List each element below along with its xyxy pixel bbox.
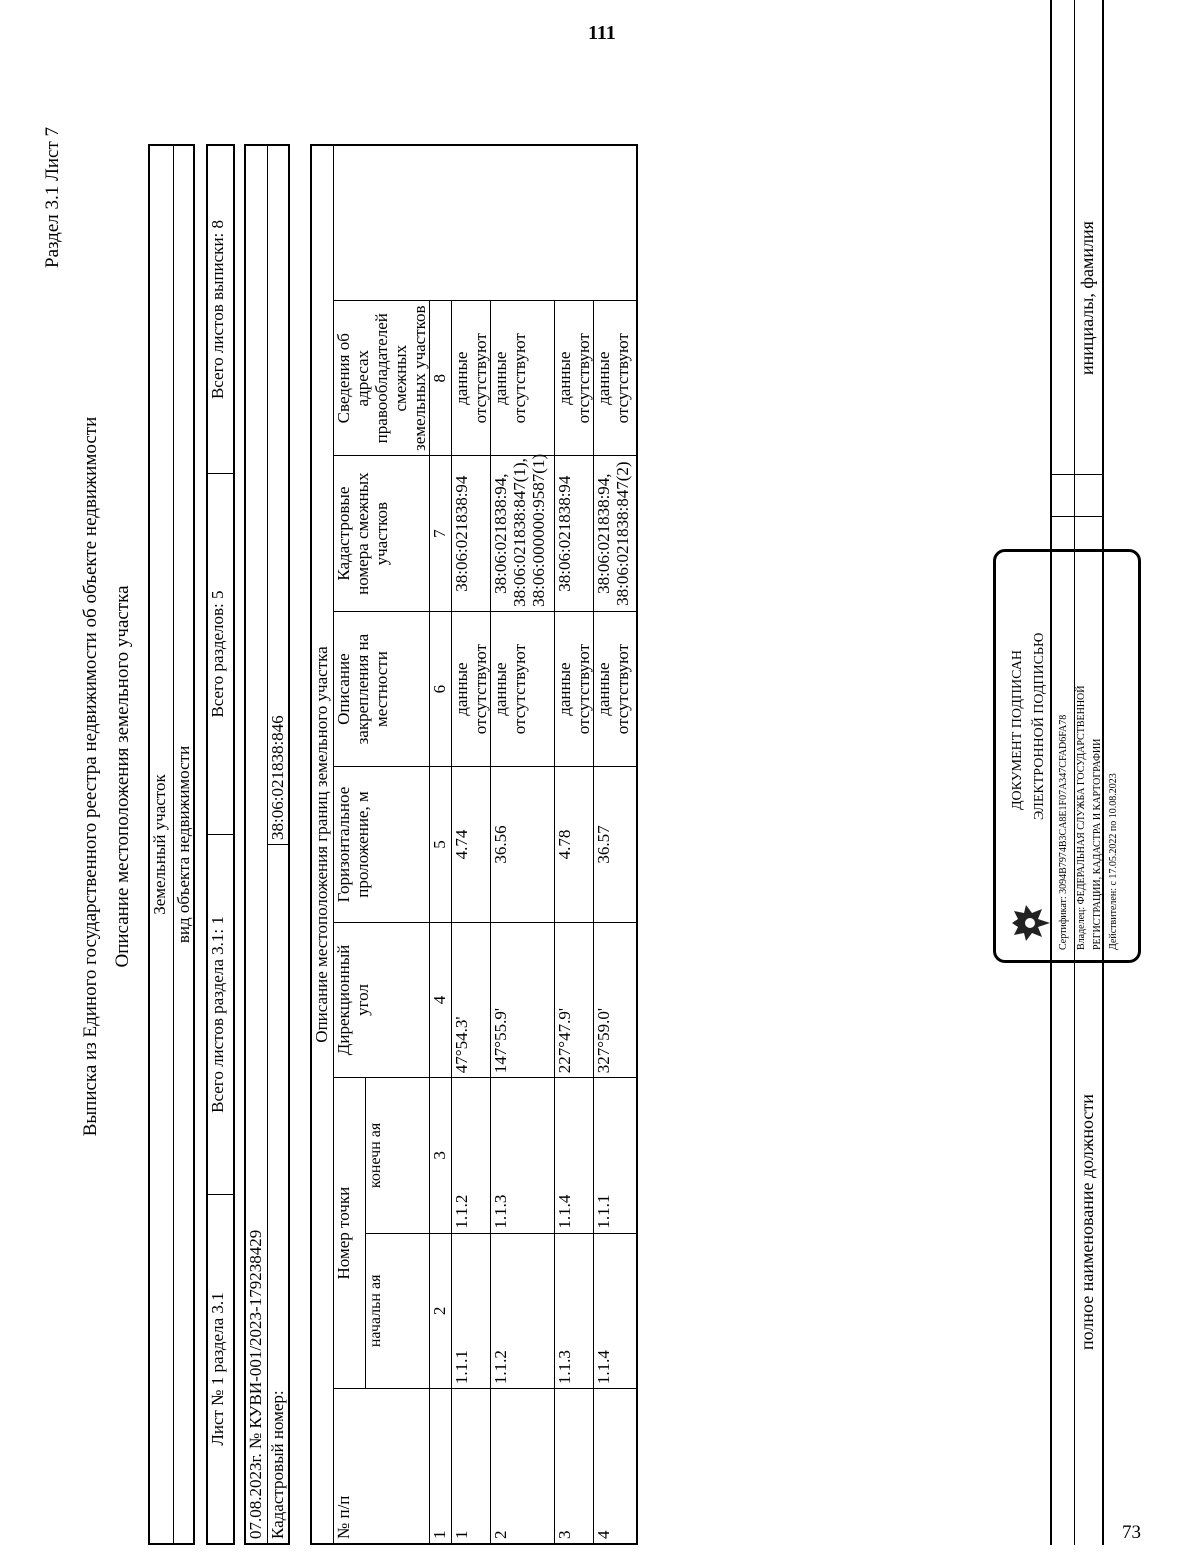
row-fixing: данные отсутствуют [490,611,554,766]
row-fixing: данные отсутствуют [554,611,593,766]
row-angle: 227°47.9' [554,922,593,1077]
total-sections: Всего разделов: 5 [207,474,234,835]
header-num: № п/п [333,1389,429,1544]
row-adjacent: 38:06:021838:94 [451,456,490,611]
adjacent-line: 38:06:021838:847(2) [612,461,632,606]
row-angle: 327°59.0' [593,922,637,1077]
stamp-owner-2: РЕГИСТРАЦИИ, КАДАСТРА И КАРТОГРАФИИ [1092,738,1103,950]
colnum-8: 8 [429,301,451,456]
sheet-label: Лист № 1 раздела 3.1 [207,1195,234,1545]
date-and-number: 07.08.2023г. № КУВИ-001/2023-179238429 [245,145,267,1544]
row-adjacent: 38:06:021838:94 [554,456,593,611]
cadastral-label: Кадастровый номер: [267,845,289,1545]
header-point-number: Номер точки [333,1078,366,1389]
colnum-4: 4 [429,922,451,1077]
row-fixing: данные отсутствуют [451,611,490,766]
header-direction: Дирекционный угол [333,922,429,1077]
row-num: 2 [490,1389,554,1544]
header-fixing: Описание закрепления на местности [333,611,429,766]
row-start: 1.1.4 [593,1233,637,1388]
row-length: 36.57 [593,767,637,922]
row-owners: данные отсутствуют [554,301,593,456]
object-type-caption: вид объекта недвижимости [173,145,194,1544]
row-adjacent [490,453,554,611]
document-subtitle: Описание местоположения земельного участка [112,585,133,968]
row-angle: 147°55.9' [490,922,554,1077]
row-fixing: данные отсутствуют [593,611,637,766]
row-owners: данные отсутствуют [490,301,554,456]
colnum-3: 3 [429,1078,451,1233]
adjacent-line: 38:06:021838:94, [593,473,613,594]
eagle-emblem-icon [1008,901,1054,945]
electronic-signature-stamp [993,549,1141,963]
adjacent-line: 38:06:000000:9587(1) [528,453,548,607]
stamp-line1: ДОКУМЕНТ ПОДПИСАН [1010,650,1025,810]
colnum-2: 2 [429,1233,451,1388]
colnum-6: 6 [429,611,451,766]
object-type-table [148,144,195,1545]
adjacent-line: 38:06:021838:847(1), [509,458,529,607]
sheet-info-table [206,144,235,1545]
colnum-5: 5 [429,767,451,922]
header-start: начальн ая [366,1233,429,1388]
section-sheet-label: Раздел 3.1 Лист 7 [42,126,63,268]
object-type: Земельный участок [149,145,173,1544]
row-owners: данные отсутствуют [451,301,490,456]
row-start: 1.1.1 [451,1233,490,1388]
header-end: конечн ая [366,1078,429,1233]
position-caption: полное наименование должности [1077,1094,1097,1350]
stamp-certificate: Сертификат: 3094B7974B3CA8E1F07A347CFAD6FA78 [1058,714,1069,950]
header-adjacent-numbers: Кадастровые номера смежных участков [333,456,429,611]
page-number-bottom: 73 [1122,1522,1141,1543]
stamp-valid: Действителен: с 17.05.2022 по 10.08.2023 [1108,773,1119,950]
total-sheets: Всего листов выписки: 8 [207,145,234,474]
row-end: 1.1.3 [490,1078,554,1233]
registration-table [244,144,290,1545]
table-row [554,145,593,1544]
table-row [490,145,554,1544]
row-length: 36.56 [490,767,554,922]
row-adjacent [593,456,637,611]
boundaries-table [310,144,638,1545]
table-row [593,145,637,1544]
cadastral-number: 38:06:021838:846 [267,145,289,845]
boundaries-title: Описание местоположения границ земельного участка [311,145,333,1544]
row-end: 1.1.4 [554,1078,593,1233]
table-row [451,145,490,1544]
name-caption: инициалы, фамилия [1077,221,1097,375]
sheets-in-section: Всего листов раздела 3.1: 1 [207,835,234,1195]
row-num: 4 [593,1389,637,1544]
document-title: Выписка из Единого государственного реестра недвижимости об объекте недвижимости [80,416,101,1137]
row-num: 1 [451,1389,490,1544]
stamp-owner: Владелец: ФЕДЕРАЛЬНАЯ СЛУЖБА ГОСУДАРСТВЕННОЙ [1076,685,1087,950]
stamp-line2: ЭЛЕКТРОННОЙ ПОДПИСЬЮ [1032,632,1047,820]
row-length: 4.78 [554,767,593,922]
row-end: 1.1.2 [451,1078,490,1233]
row-num: 3 [554,1389,593,1544]
colnum-7: 7 [429,456,451,611]
header-adjacent-owners: Сведения об адресах правообладателей смежных земельных участков [333,301,429,456]
colnum-1: 1 [429,1389,451,1544]
row-length: 4.74 [451,767,490,922]
header-horizontal: Горизонтальное проложение, м [333,767,429,922]
page-number-top: 111 [588,22,616,44]
adjacent-line: 38:06:021838:94, [490,473,510,594]
row-angle: 47°54.3' [451,922,490,1077]
row-end: 1.1.1 [593,1078,637,1233]
row-owners: данные отсутствуют [593,301,637,456]
row-start: 1.1.3 [554,1233,593,1388]
row-start: 1.1.2 [490,1233,554,1388]
